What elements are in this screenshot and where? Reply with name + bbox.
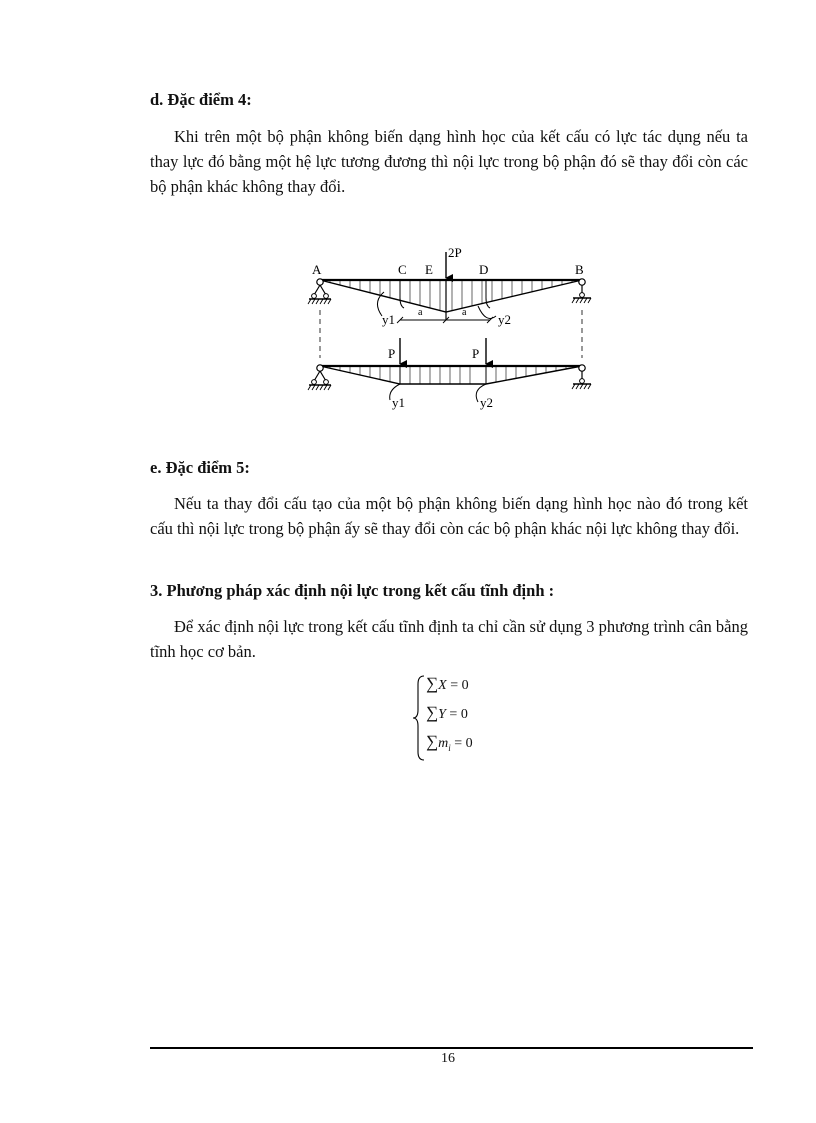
equation-brace bbox=[412, 674, 426, 762]
section-d-mark bbox=[486, 280, 490, 308]
dimension-line bbox=[397, 317, 493, 323]
beam-diagram bbox=[300, 240, 600, 415]
equation-sum-y: ∑Y = 0 bbox=[426, 703, 468, 722]
load-label-p2: P bbox=[472, 346, 480, 361]
heading-phuong-phap: 3. Phương pháp xác định nội lực trong kết cấu tĩnh định : bbox=[150, 581, 555, 600]
support-b bbox=[572, 279, 591, 303]
load-label-p1: P bbox=[388, 346, 396, 361]
paragraph-phuong-phap: Để xác định nội lực trong kết cấu tĩnh định ta chỉ cần sử dụng 3 phương trình cân bằng tĩnh học cơ bản. bbox=[150, 617, 748, 661]
dimension-label-a2: a bbox=[462, 307, 467, 318]
heading-dac-diem-5: e. Đặc điểm 5: bbox=[150, 458, 250, 477]
sum-symbol: ∑ bbox=[426, 732, 439, 751]
equation-sum-m: $\sum m_i = 0$ bbox=[426, 732, 473, 753]
load-label-2p: 2P bbox=[448, 245, 462, 260]
point-label-d: D bbox=[479, 262, 489, 277]
heading-dac-diem-4: d. Đặc điểm 4: bbox=[150, 90, 252, 109]
section-label-y2-top: y2 bbox=[498, 312, 511, 327]
top-moment-diagram bbox=[320, 280, 582, 312]
section-y2-curve bbox=[478, 306, 496, 318]
point-label-c: C bbox=[398, 262, 407, 277]
top-beam bbox=[308, 245, 591, 327]
section-label-y1-top: y1 bbox=[382, 312, 395, 327]
bottom-beam bbox=[308, 338, 591, 410]
dimension-label-a1: a bbox=[418, 307, 423, 318]
section-label-y2-bottom: y2 bbox=[480, 395, 493, 410]
section-c-mark bbox=[400, 280, 404, 308]
point-label-a: A bbox=[312, 262, 322, 277]
sum-symbol: ∑ bbox=[426, 703, 439, 722]
point-label-e: E bbox=[425, 262, 433, 277]
bottom-moment-diagram bbox=[320, 366, 582, 384]
point-label-b: B bbox=[575, 262, 584, 277]
equilibrium-equations bbox=[412, 674, 532, 762]
page-number: 16 bbox=[441, 1051, 455, 1066]
footer-rule bbox=[150, 1047, 753, 1049]
support-b-bottom bbox=[572, 365, 591, 389]
sum-symbol: ∑ bbox=[426, 674, 439, 693]
paragraph-dac-diem-4: Khi trên một bộ phận không biến dạng hình học của kết cấu có lực tác dụng nếu ta thay lực đó bằng một hệ lực tương đương thì nội lực trong bộ phận đó sẽ thay đổi còn các bộ phận khác không thay đổi. bbox=[150, 127, 748, 196]
equation-sum-x: ∑X = 0 bbox=[426, 674, 469, 693]
support-a-bottom bbox=[308, 365, 331, 390]
top-moment-hatching bbox=[330, 280, 572, 311]
paragraph-dac-diem-5: Nếu ta thay đổi cấu tạo của một bộ phận không biến dạng hình học nào đó trong kết cấu thì nội lực trong bộ phận ấy sẽ thay đổi còn các bộ phận khác nội lực không thay đổi. bbox=[150, 494, 748, 538]
section-label-y1-bottom: y1 bbox=[392, 395, 405, 410]
